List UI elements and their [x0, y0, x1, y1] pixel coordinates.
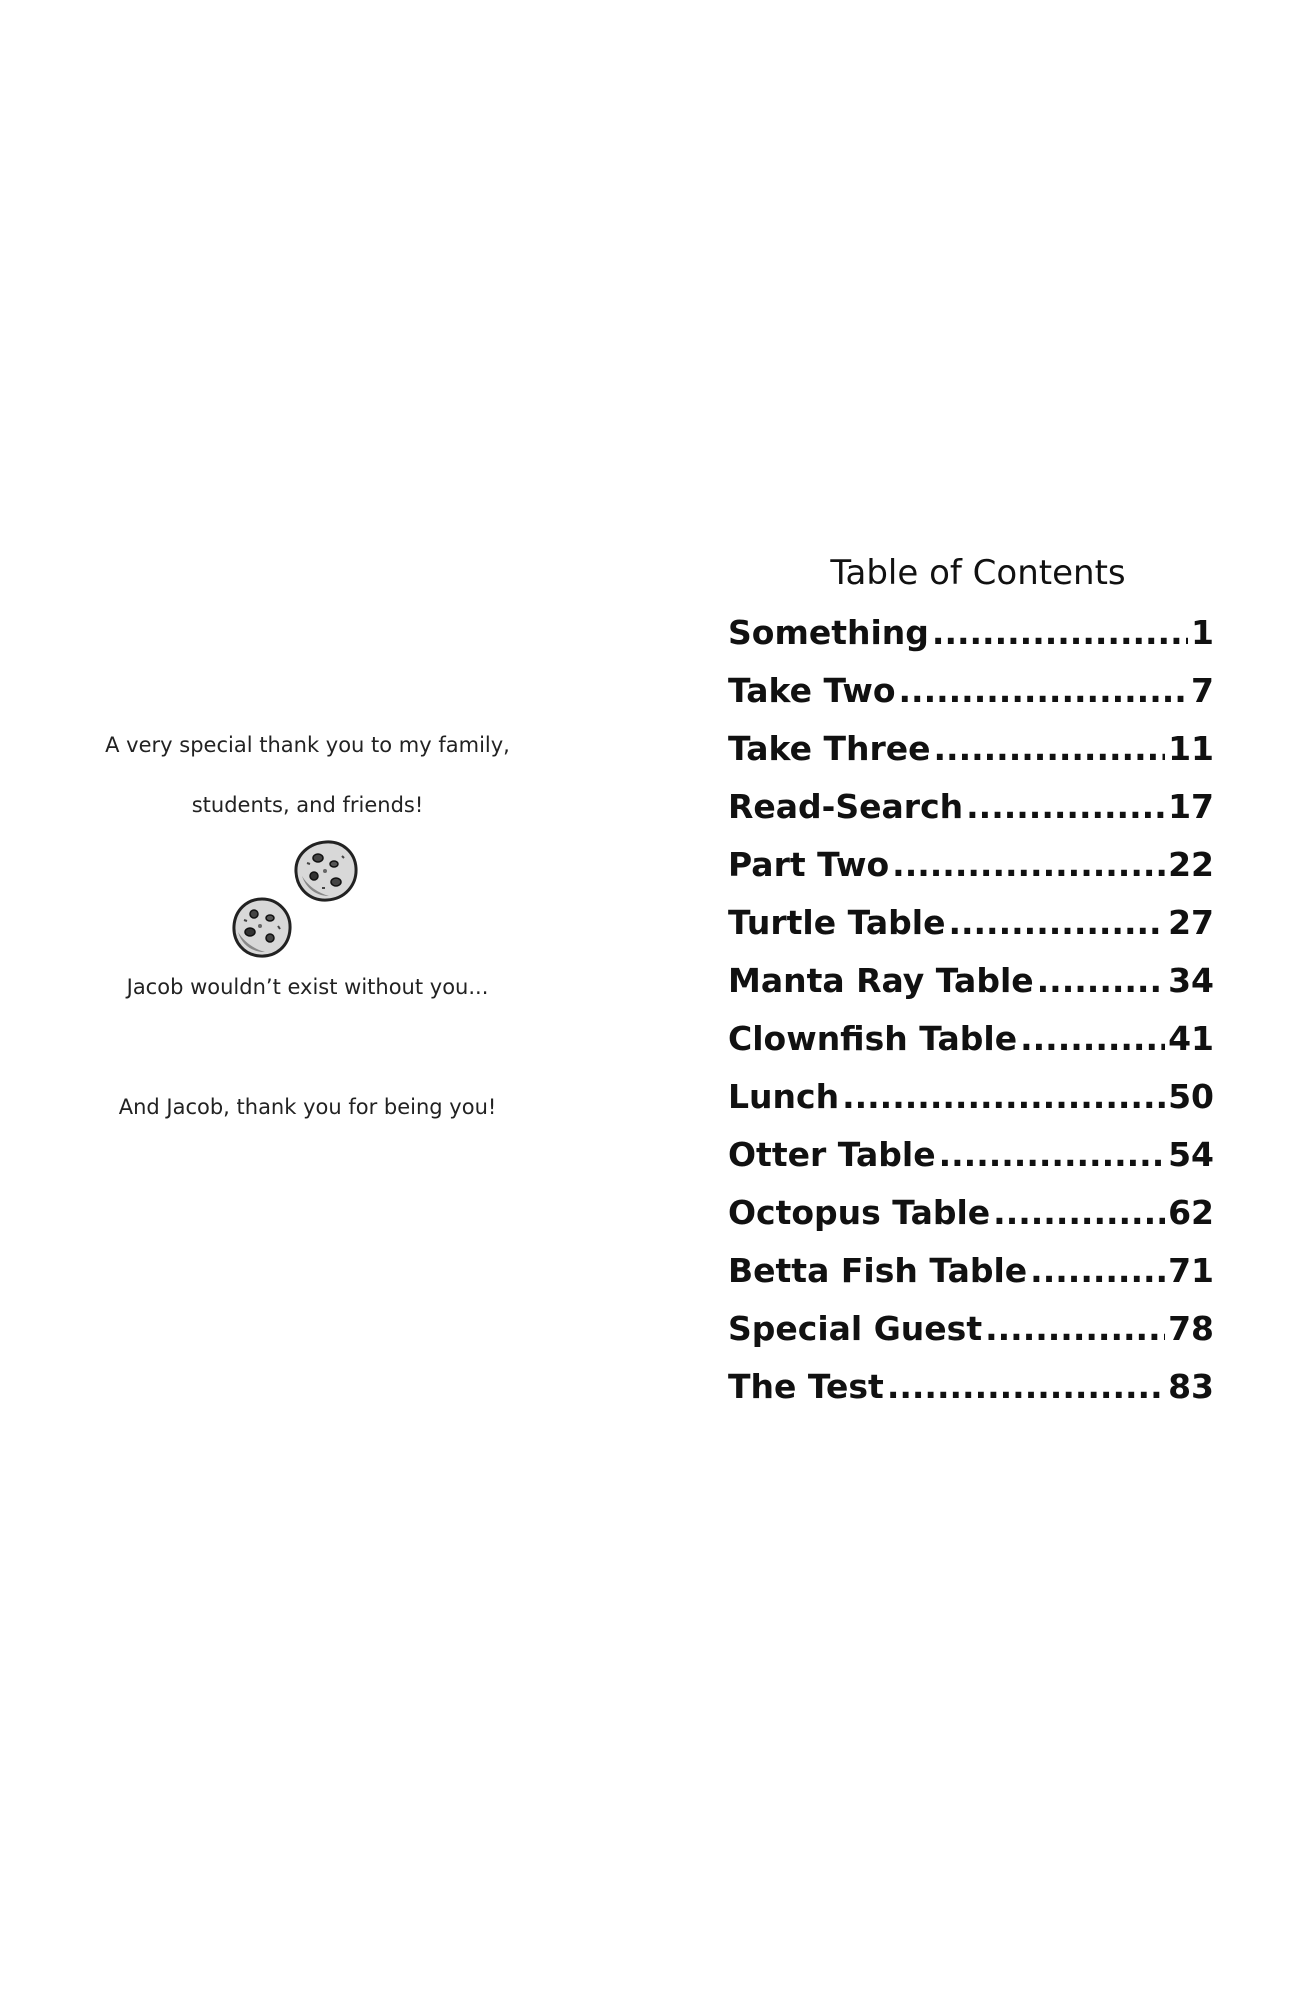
toc-leader-dots: [993, 1193, 1165, 1232]
cookie-icon: [292, 838, 360, 904]
toc-entry-page: 50: [1168, 1076, 1214, 1116]
acknowledgement-line: students, and friends!: [191, 793, 424, 817]
toc-leader-dots: [985, 1309, 1165, 1348]
table-of-contents: [728, 603, 1214, 1415]
toc-entry: [728, 951, 1214, 1009]
toc-entry-title: Something: [728, 612, 929, 652]
toc-entry-title: Manta Ray Table: [728, 960, 1034, 1000]
toc-entry-page: 78: [1168, 1308, 1214, 1348]
toc-entry: [728, 1183, 1214, 1241]
toc-entry: [728, 835, 1214, 893]
toc-entry-title: Betta Fish Table: [728, 1250, 1028, 1290]
toc-entry-page: 22: [1168, 844, 1214, 884]
toc-entry: [728, 1009, 1214, 1067]
toc-entry: [728, 603, 1214, 661]
toc-entry-page: 71: [1168, 1250, 1214, 1290]
toc-entry-page: 62: [1168, 1192, 1214, 1232]
toc-leader-dots: [842, 1077, 1165, 1116]
toc-leader-dots: [1020, 1019, 1165, 1058]
acknowledgement-line: A very special thank you to my family,: [105, 733, 510, 757]
cookie-icon: [230, 896, 294, 960]
toc-entry-title: The Test: [728, 1366, 884, 1406]
toc-entry-page: 41: [1168, 1018, 1214, 1058]
toc-entry-page: 1: [1191, 612, 1214, 652]
toc-entry-title: Take Two: [728, 670, 896, 710]
toc-entry: [728, 1357, 1214, 1415]
toc-entry: [728, 777, 1214, 835]
toc-entry: [728, 1067, 1214, 1125]
toc-entry-page: 54: [1168, 1134, 1214, 1174]
toc-leader-dots: [1037, 961, 1165, 1000]
toc-entry-title: Special Guest: [728, 1308, 983, 1348]
toc-entry: [728, 893, 1214, 951]
toc-entry: [728, 719, 1214, 777]
toc-entry-title: Lunch: [728, 1076, 840, 1116]
toc-leader-dots: [948, 903, 1165, 942]
toc-leader-dots: [932, 613, 1188, 652]
toc-entry-page: 11: [1168, 728, 1214, 768]
toc-entry-page: 34: [1168, 960, 1214, 1000]
toc-title: Table of Contents: [830, 553, 1126, 593]
toc-entry-title: Part Two: [728, 844, 890, 884]
toc-leader-dots: [939, 1135, 1165, 1174]
acknowledgement-line: And Jacob, thank you for being you!: [118, 1095, 497, 1119]
toc-entry-page: 83: [1168, 1366, 1214, 1406]
toc-entry-title: Octopus Table: [728, 1192, 991, 1232]
toc-entry: [728, 1125, 1214, 1183]
toc-entry: [728, 1299, 1214, 1357]
toc-entry: [728, 1241, 1214, 1299]
acknowledgement-line: Jacob wouldn’t exist without you...: [126, 975, 489, 999]
toc-leader-dots: [934, 729, 1166, 768]
toc-entry-title: Clownfish Table: [728, 1018, 1018, 1058]
toc-entry-page: 27: [1168, 902, 1214, 942]
toc-entry-page: 7: [1191, 670, 1214, 710]
toc-entry-title: Take Three: [728, 728, 931, 768]
toc-leader-dots: [887, 1367, 1165, 1406]
toc-leader-dots: [966, 787, 1165, 826]
toc-entry-title: Read-Search: [728, 786, 964, 826]
toc-entry: [728, 661, 1214, 719]
toc-leader-dots: [892, 845, 1165, 884]
toc-entry-page: 17: [1168, 786, 1214, 826]
toc-entry-title: Otter Table: [728, 1134, 936, 1174]
toc-leader-dots: [1030, 1251, 1165, 1290]
toc-entry-title: Turtle Table: [728, 902, 946, 942]
toc-leader-dots: [899, 671, 1189, 710]
